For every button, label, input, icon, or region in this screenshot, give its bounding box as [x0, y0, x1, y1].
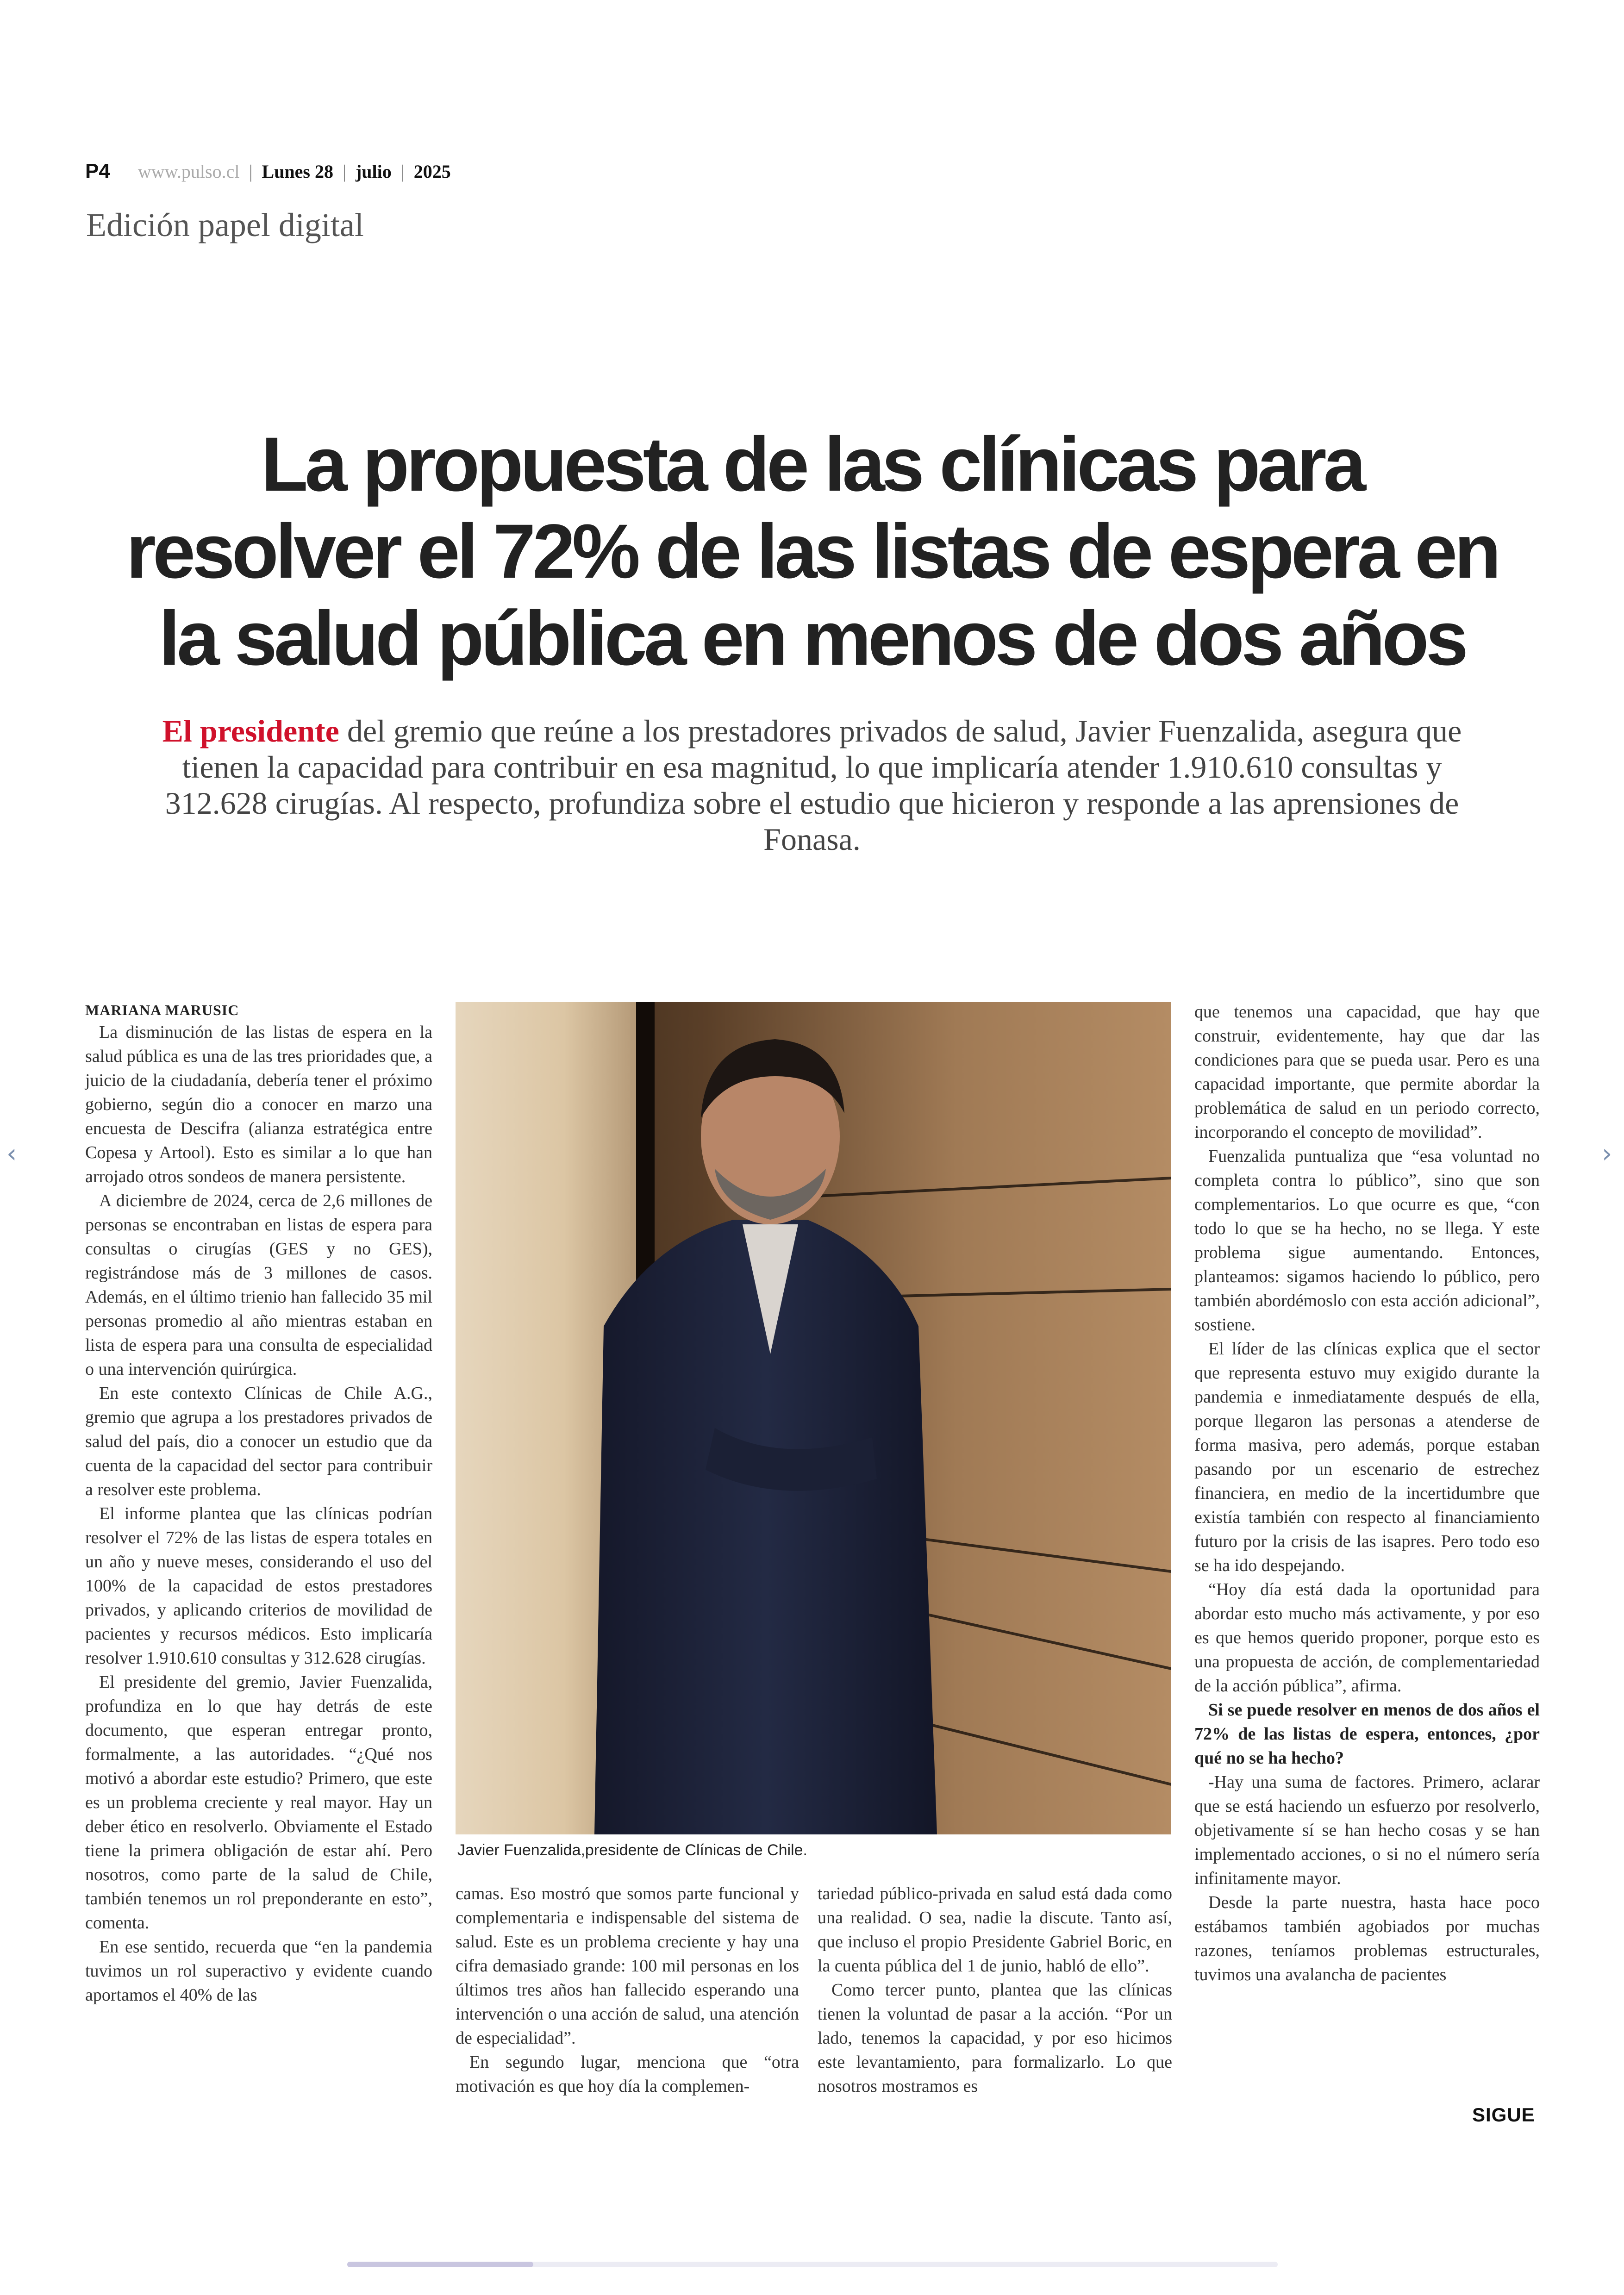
date-year: 2025: [413, 161, 451, 182]
page-header: [85, 160, 451, 183]
paragraph: El presidente del gremio, Javier Fuenzalida, profundiza en lo que hay detrás de este documento, que esperan entregar pronto, formalmente, a las autoridades. “¿Qué nos motivó a abordar este estudio? Primero, que este es un problema creciente y real mayor. Hay un deber ético en resolverlo. Obviamente el Estado tiene la primera obligación de estar ahí. Pero nosotros, como parte de la salud de Chile, también tenemos un rol preponderante en esto”, comenta.: [85, 1672, 432, 1933]
article-column-2: [456, 1882, 799, 2098]
paragraph: En segundo lugar, menciona que “otra motivación es que hoy día la complemen-: [456, 2052, 799, 2096]
paragraph: tariedad público-privada en salud está dada como una realidad. O sea, nadie la discute. Tanto así, que incluso el propio Presidente Gabriel Boric, en la cuenta pública del 1 de junio, habló de ello”.: [818, 1884, 1172, 1976]
portrait-photo: [456, 1002, 1171, 1834]
paragraph: que tenemos una capacidad, que hay que construir, evidentemente, hay que dar las condiciones para que se pueda usar. Pero es una capacidad importante, que permite abordar la problemática de salud en un periodo correcto, incorporando el concepto de movilidad”.: [1194, 1002, 1540, 1142]
divider: |: [400, 161, 405, 182]
deck-lead: El presidente: [162, 713, 339, 748]
date-day: Lunes 28: [262, 161, 333, 182]
paragraph: -Hay una suma de factores. Primero, aclarar que se está haciendo un esfuerzo por resolverlo, objetivamente sí se han hecho cosas y se han implementado acciones, o si no el número sería infinitamente mayor.: [1194, 1772, 1540, 1888]
paragraph: La disminución de las listas de espera en la salud pública es una de las tres prioridades que, a juicio de la ciudadanía, debería tener el próximo gobierno, según dio a conocer en marzo una encuesta de Descifra (alianza estratégica entre Copesa y Artool). Esto es similar a lo que han arrojado otros sondeos de manera persistente.: [85, 1023, 432, 1186]
divider: |: [249, 161, 253, 182]
paragraph: “Hoy día está dada la oportunidad para abordar esto mucho más activamente, y por eso es que hemos querido proponer, porque esto es una propuesta de acción, de complementariedad de la acción pública”, afirma.: [1194, 1580, 1540, 1696]
paragraph: En este contexto Clínicas de Chile A.G., gremio que agrupa a los prestadores privados de salud del país, dio a conocer un estudio que da cuenta de la capacidad del sector para contribuir a resolver este problema.: [85, 1384, 432, 1499]
paragraph: camas. Eso mostró que somos parte funcional y complementaria e indispensable del sistema de salud. Este es un problema creciente y hay una cifra demasiado grande: 100 mil personas en los últimos tres años han fallecido esperando una intervención o una acción de salud, una atención de especialidad”.: [456, 1884, 799, 2048]
byline: MARIANA MARUSIC: [85, 1002, 239, 1018]
photo-caption: Javier Fuenzalida,presidente de Clínicas de Chile.: [457, 1841, 807, 1859]
paragraph: Desde la parte nuestra, hasta hace poco estábamos también agobiados por muchas razones, teníamos problemas estructurales, tuvimos una avalancha de pacientes: [1194, 1893, 1540, 1984]
date-month: julio: [355, 161, 392, 182]
site-url: www.pulso.cl: [137, 161, 240, 182]
interview-question: Si se puede resolver en menos de dos años el 72% de las listas de espera, entonces, ¿por qué no se ha hecho?: [1194, 1700, 1540, 1768]
paragraph: Fuenzalida puntualiza que “esa voluntad no completa contra lo público”, sino que son complementarios. Lo que ocurre es que, “con todo lo que se ha hecho, no se llega. Y este problema sigue aumentando. Entonces, planteamos: sigamos haciendo lo público, pero también abordémoslo con esta acción adicional”, sostiene.: [1194, 1147, 1540, 1335]
page-number: P4: [85, 160, 110, 182]
article-column-3: [818, 1882, 1172, 2098]
scrollbar-thumb[interactable]: [347, 2262, 533, 2267]
next-page-icon[interactable]: ›: [1602, 1139, 1612, 1169]
article-column-4: [1194, 1000, 1540, 1987]
paragraph: El líder de las clínicas explica que el sector que representa estuvo muy exigido durante la pandemia e inmediatamente después de ella, porque llegaron las personas a atenderse de forma masiva, pero además, porque estaban pasando por un escenario de estrechez financiera, en medio de la incertidumbre que existía también con respecto al financiamiento futuro por la crisis de las isapres. Pero todo eso se ha ido despejando.: [1194, 1339, 1540, 1575]
paragraph: Como tercer punto, plantea que las clínicas tienen la voluntad de pasar a la acción. “Por un lado, tenemos la capacidad, y por eso hicimos este levantamiento, para formalizarlo. Lo que nosotros mostramos es: [818, 1980, 1172, 2096]
continue-label: SIGUE: [1472, 2104, 1535, 2126]
paragraph: El informe plantea que las clínicas podrían resolver el 72% de las listas de espera totales en un año y nueve meses, considerando el uso del 100% de la capacidad de estos prestadores privados, y aplicando criterios de movilidad de pacientes y recursos médicos. Esto implicaría resolver 1.910.610 consultas y 312.628 cirugías.: [85, 1504, 432, 1668]
deck-text: del gremio que reúne a los prestadores privados de salud, Javier Fuenzalida, asegura que tienen la capacidad para contribuir en esa magnitud, lo que implicaría atender 1.910.610 consultas y 312.628 cirugías. Al respecto, profundiza sobre el estudio que hicieron y responde a las aprensiones de Fonasa.: [165, 713, 1462, 857]
deck: [134, 713, 1490, 857]
horizontal-scrollbar[interactable]: [347, 2262, 1278, 2267]
article-column-1: [85, 1000, 432, 2007]
edition-label: Edición papel digital: [86, 206, 364, 243]
paragraph: En ese sentido, recuerda que “en la pandemia tuvimos un rol superactivo y evidente cuando aportamos el 40% de las: [85, 1937, 432, 2005]
divider: |: [342, 161, 346, 182]
previous-page-icon[interactable]: ‹: [6, 1139, 17, 1169]
paragraph: A diciembre de 2024, cerca de 2,6 millones de personas se encontraban en listas de espera para consultas o cirugías (GES y no GES), registrándose más de 3 millones de casos. Además, en el último trienio han fallecido 35 mil personas promedio al año mientras estaban en lista de espera para una consulta de especialidad o una intervención quirúrgica.: [85, 1191, 432, 1379]
headline: La propuesta de las clínicas para resolver el 72% de las listas de espera en la salud pública en menos de dos años: [126, 422, 1498, 681]
